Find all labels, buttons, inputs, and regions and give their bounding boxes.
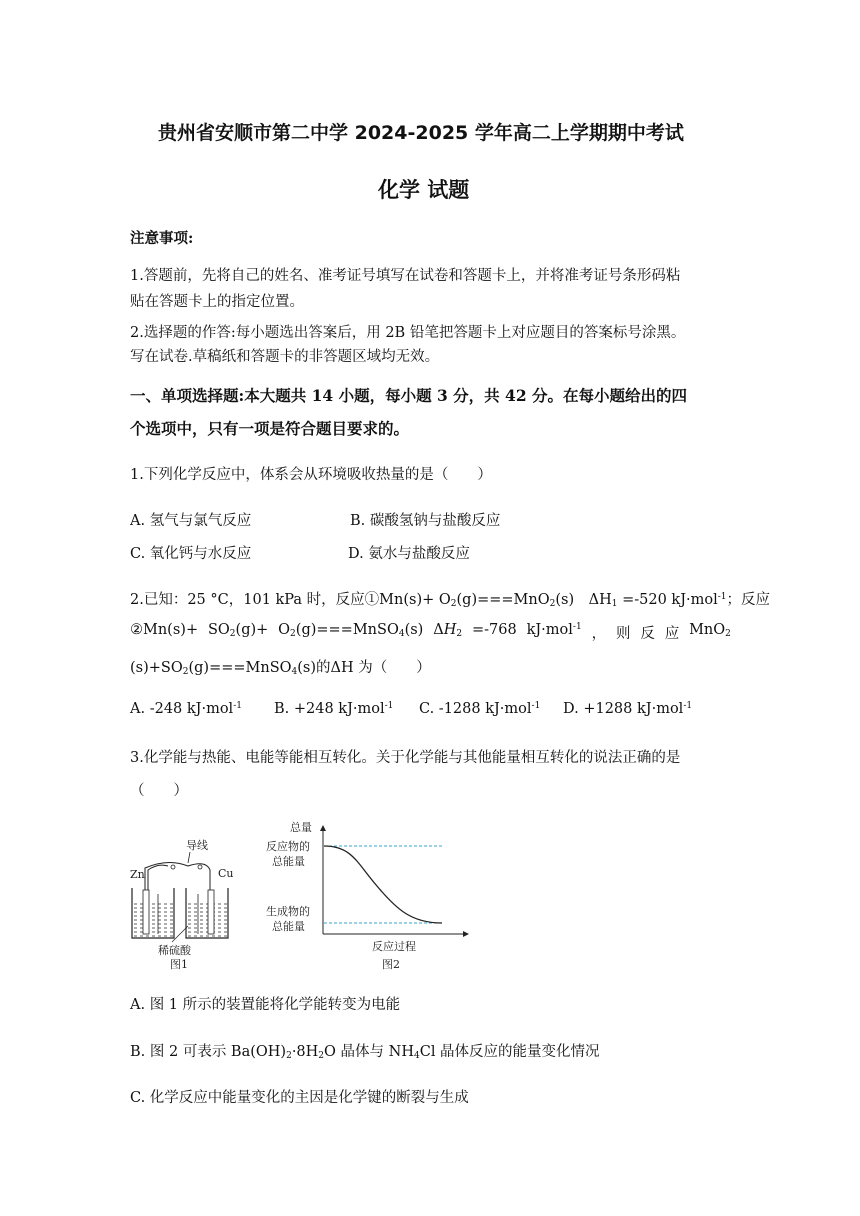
question-1-option-d: D. 氨水与盐酸反应 (348, 546, 470, 562)
notice-heading: 注意事项: (130, 230, 194, 247)
section-heading-line-1: 一、单项选择题:本大题共 14 小题，每小题 3 分，共 42 分。在每小题给出的四 (130, 386, 688, 405)
question-2-option-a: A. -248 kJ·mol$^{-1}$ (130, 701, 242, 717)
question-3-option-a: A. 图 1 所示的装置能将化学能转变为电能 (130, 997, 401, 1013)
question-1-option-c: C. 氧化钙与水反应 (130, 546, 252, 562)
question-2-line-2: ②Mn(s)+ $SO_2(g)+$ $O_2(g)===MnSO_4(s)$ $\Delta H_2$ =-768 kJ·mol$^{-1}$ ， 则 反 应 MnO$_2$ (130, 622, 731, 642)
acid-label: 稀硫酸 (158, 944, 191, 957)
zn-electrode (143, 890, 149, 934)
figure-2-label: 图2 (382, 958, 400, 971)
notice-item-2-line-1: 2.选择题的作答:每小题选出答案后，用 2B 铅笔把答题卡上对应题目的答案标号涂黑。 (130, 325, 686, 341)
question-1-option-b: B. 碳酸氢钠与盐酸反应 (350, 513, 501, 529)
solution-right (187, 902, 227, 937)
wire-label-pointer (188, 852, 190, 863)
exam-title: 贵州省安顺市第二中学 2024-2025 学年高二上学期期中考试 (158, 122, 684, 144)
notice-item-1-line-2: 贴在答题卡上的指定位置。 (130, 294, 304, 310)
question-2-line-3: $(s)+SO_2(g)===MnSO_4(s)$的ΔH 为（ ） (130, 660, 431, 677)
solution-left (133, 902, 173, 937)
reactant-energy-label-2: 总能量 (272, 855, 305, 868)
product-energy-label-2: 总能量 (272, 920, 305, 933)
wire-label: 导线 (186, 839, 208, 852)
energy-curve (324, 846, 442, 923)
question-3-option-b: B. 图 2 可表示 $Ba(OH)_2\cdot 8H_2O$ 晶体与 $NH_4Cl$ 晶体反应的能量变化情况 (130, 1044, 600, 1061)
notice-item-1-line-1: 1.答题前，先将自己的姓名、准考证号填写在试卷和答题卡上，并将准考证号条形码粘 (130, 268, 681, 284)
notice-item-2-line-2: 写在试卷.草稿纸和答题卡的非答题区域均无效。 (130, 349, 440, 365)
question-3-option-c: C. 化学反应中能量变化的主因是化学键的断裂与生成 (130, 1090, 469, 1106)
figure-1-label: 图1 (170, 958, 188, 971)
cu-electrode (208, 890, 214, 934)
question-3-stem-line-2: （ ） (130, 783, 188, 799)
question-1-stem: 1.下列化学反应中，体系会从环境吸收热量的是（ ） (130, 467, 492, 483)
question-2-option-d: D. +1288 kJ·mol$^{-1}$ (563, 701, 693, 717)
x-axis-label: 反应过程 (372, 940, 416, 953)
question-3-stem-line-1: 3.化学能与热能、电能等能相互转化。关于化学能与其他能量相互转化的说法正确的是 (130, 750, 681, 766)
question-1-option-a: A. 氢气与氯气反应 (130, 513, 252, 529)
section-heading-line-2: 个选项中，只有一项是符合题目要求的。 (130, 419, 410, 438)
figure-1-galvanic-cell (128, 830, 248, 980)
cu-label: Cu (218, 867, 234, 880)
reactant-energy-label-1: 反应物的 (266, 840, 310, 853)
wire (145, 862, 210, 902)
figure-2-energy-diagram (262, 818, 482, 978)
exam-subtitle: 化学 试题 (378, 178, 470, 202)
question-2-line-1: 2.已知：25 °C，101 kPa 时，反应①Mn(s)+ $O_2(g)===MnO_2(s)$ $\Delta H_1 =-520$ kJ·mol$^{-1}$；反应 (130, 592, 771, 609)
question-2-option-b: B. +248 kJ·mol$^{-1}$ (274, 701, 394, 717)
product-energy-label-1: 生成物的 (266, 905, 310, 918)
question-2-option-c: C. -1288 kJ·mol$^{-1}$ (419, 701, 541, 717)
zn-label: Zn (130, 868, 145, 881)
y-axis-label: 总量 (290, 821, 312, 834)
